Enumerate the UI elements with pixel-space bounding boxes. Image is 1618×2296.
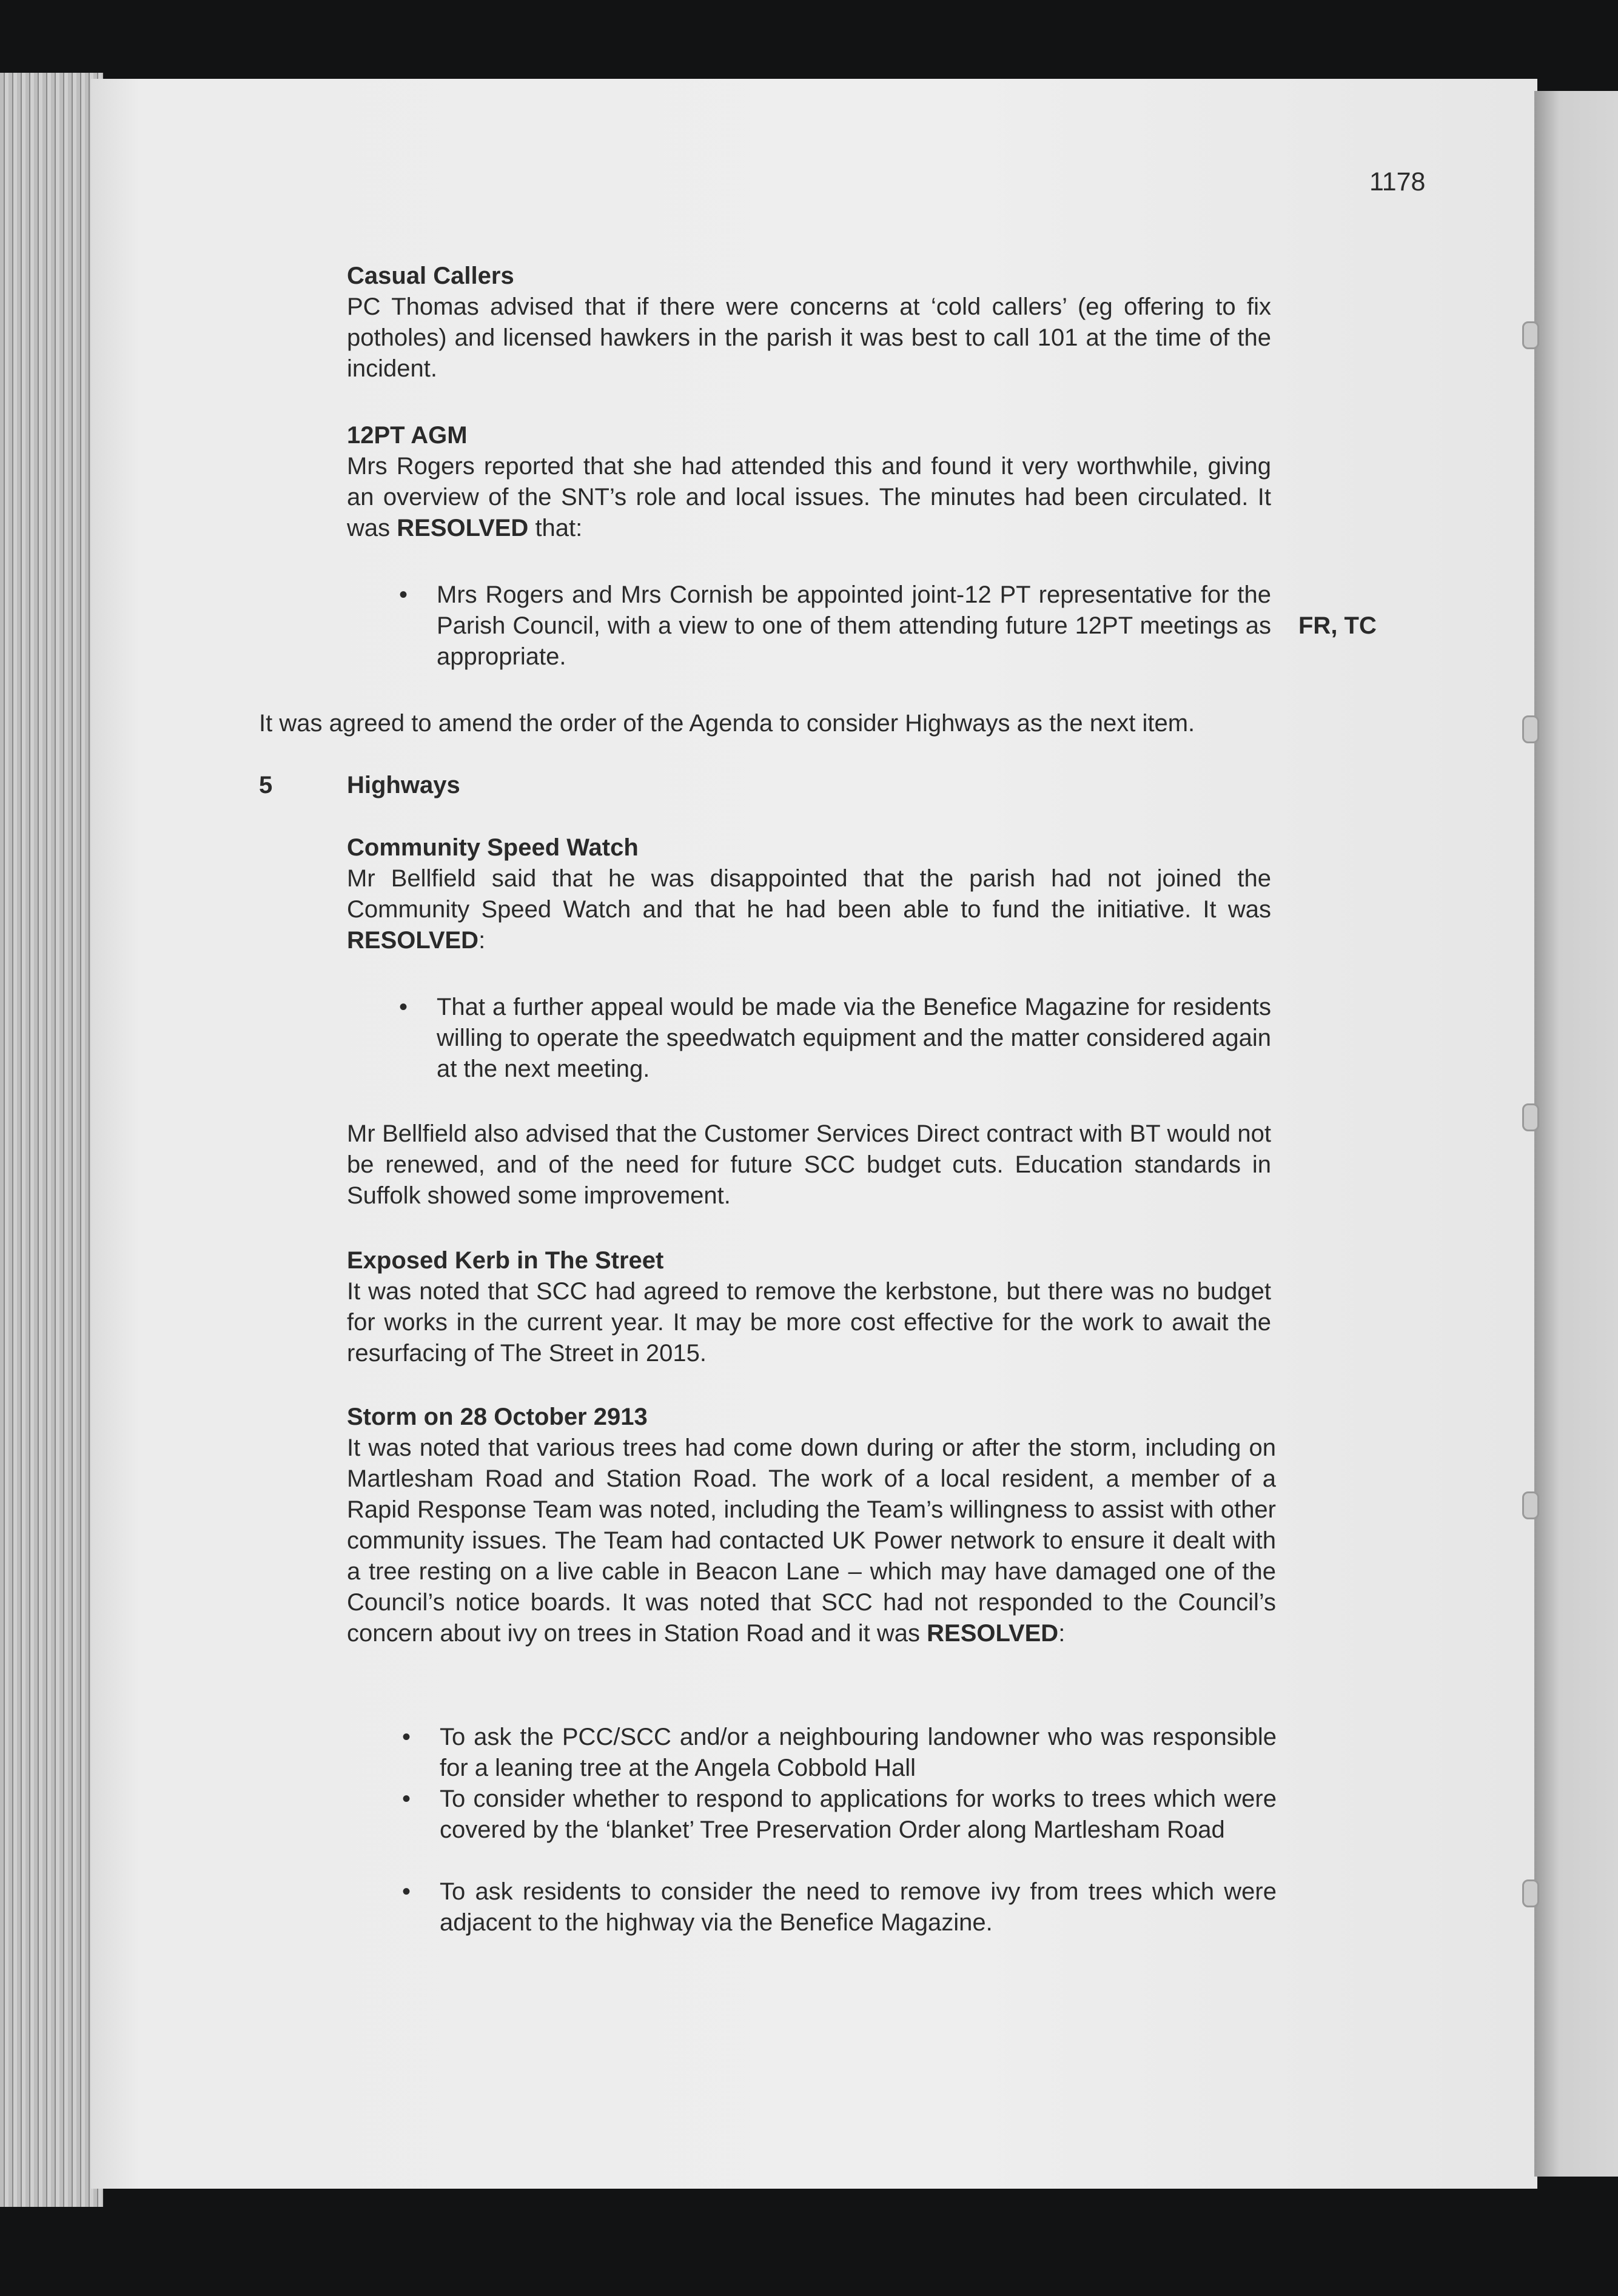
page-number: 1178 bbox=[1369, 167, 1426, 196]
page-stack-edges bbox=[0, 73, 103, 2207]
next-page-edge bbox=[1534, 91, 1618, 2177]
binder-ring bbox=[1522, 715, 1539, 743]
csw-bullet-text: That a further appeal would be made via the Benefice Magazine for residents willing to operate the speedwatch equipment and the matter considered again at the next meeting. bbox=[437, 994, 1271, 1082]
storm-text bbox=[347, 1433, 1276, 1649]
binder-ring bbox=[1522, 321, 1539, 349]
bullet-icon: • bbox=[402, 1724, 411, 1750]
casual-callers-text: PC Thomas advised that if there were concerns at ‘cold callers’ (eg offering to fix potholes) and licensed hawkers in the parish it was best to call 101 at the time of the incident. bbox=[347, 293, 1271, 382]
bullet-icon: • bbox=[399, 994, 408, 1020]
csw-heading: Community Speed Watch bbox=[347, 834, 639, 861]
storm-bullet bbox=[402, 1876, 1277, 1938]
agm-text bbox=[347, 451, 1271, 544]
csw-bullet bbox=[399, 992, 1271, 1085]
bullet-icon: • bbox=[402, 1878, 411, 1905]
csw-text-body: Mr Bellfield said that he was disappointed that the parish had not joined the Community Speed Watch and that he had been able to fund the initiative. It was bbox=[347, 865, 1271, 923]
agenda-note: It was agreed to amend the order of the Agenda to consider Highways as the next item. bbox=[259, 710, 1195, 737]
binder-ring bbox=[1522, 1103, 1539, 1131]
storm-heading: Storm on 28 October 2913 bbox=[347, 1404, 648, 1430]
agm-bullet-text: Mrs Rogers and Mrs Cornish be appointed joint-12 PT representative for the Parish Council, with a view to one of them attending future 12PT meetings as appropriate. bbox=[437, 581, 1271, 670]
storm-text-after: : bbox=[1058, 1620, 1066, 1647]
casual-callers-heading: Casual Callers bbox=[347, 263, 514, 289]
bullet-icon: • bbox=[399, 581, 408, 608]
binder-ring bbox=[1522, 1879, 1539, 1907]
agm-bullet bbox=[399, 580, 1271, 672]
csw-text-after: : bbox=[478, 927, 486, 954]
agm-heading: 12PT AGM bbox=[347, 422, 468, 449]
action-initials: FR, TC bbox=[1298, 612, 1377, 639]
storm-bullet-text: To ask residents to consider the need to remove ivy from trees which were adjacent to the highway via the Benefice Magazine. bbox=[440, 1878, 1277, 1936]
agm-text-body: Mrs Rogers reported that she had attended this and found it very worthwhile, giving an overview of the SNT’s role and local issues. The minutes had been circulated. It was bbox=[347, 453, 1271, 541]
storm-bullet-text: To consider whether to respond to applications for works to trees which were covered by the ‘blanket’ Tree Preservation Order along Martlesham Road bbox=[440, 1786, 1277, 1843]
item-number: 5 bbox=[259, 772, 273, 798]
bellfield-text: Mr Bellfield also advised that the Customer Services Direct contract with BT would not be renewed, and of the need for future SCC budget cuts. Education standards in Suffolk showed some improvement. bbox=[347, 1120, 1271, 1209]
binder-ring bbox=[1522, 1491, 1539, 1519]
resolved-label: RESOLVED bbox=[927, 1620, 1059, 1647]
kerb-text: It was noted that SCC had agreed to remove the kerbstone, but there was no budget for works in the current year. It may be more cost effective for the work to await the resurfacing of The Street in 2015. bbox=[347, 1278, 1271, 1367]
storm-bullet bbox=[402, 1722, 1277, 1784]
storm-text-body: It was noted that various trees had come down during or after the storm, including on Martlesham Road and Station Road. The work of a local resident, a member of a Rapid Response Team was noted, including the Team’s willingness to assist with other community issues. The Team had contacted UK Power network to ensure it dealt with a tree resting on a live cable in Beacon Lane – which may have damaged one of the Council’s notice boards. It was noted that SCC had not responded to the Council’s concern about ivy on trees in Station Road and it was bbox=[347, 1434, 1276, 1647]
resolved-label: RESOLVED bbox=[347, 927, 479, 954]
storm-bullet-text: To ask the PCC/SCC and/or a neighbouring landowner who was responsible for a leaning tree at the Angela Cobbold Hall bbox=[440, 1724, 1277, 1781]
bullet-icon: • bbox=[402, 1786, 411, 1812]
resolved-label: RESOLVED bbox=[397, 515, 529, 541]
storm-bullet bbox=[402, 1784, 1277, 1846]
csw-text bbox=[347, 863, 1271, 956]
kerb-heading: Exposed Kerb in The Street bbox=[347, 1247, 664, 1274]
agm-text-after: that: bbox=[528, 515, 583, 541]
highways-heading: Highways bbox=[347, 772, 460, 798]
